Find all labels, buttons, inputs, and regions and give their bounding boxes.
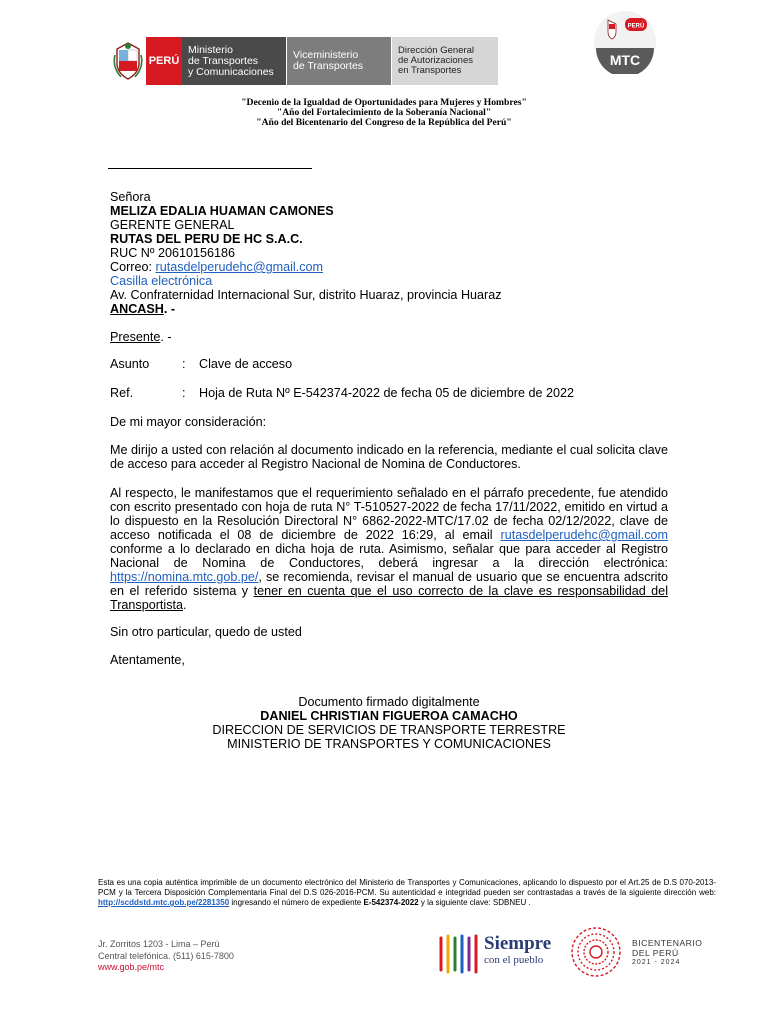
signature-note: Documento firmado digitalmente (298, 695, 480, 709)
p2-underlined-note: tener en cuenta que el uso correcto de la clave es responsabilidad del Transportista (110, 584, 668, 612)
ministry-line-1: Ministerio (188, 43, 233, 56)
bicentenario-text (632, 938, 702, 968)
document-number-rule (108, 168, 312, 169)
authenticity-note (98, 878, 716, 908)
recipient-region: ANCASH (110, 302, 164, 316)
decenio-block (0, 98, 768, 129)
recipient-name: MELIZA EDALIA HUAMAN CAMONES (110, 204, 334, 218)
ref-label: Ref. (110, 386, 134, 400)
asunto-value: Clave de acceso (199, 357, 293, 371)
footer-address: Jr. Zorritos 1203 - Lima – Perú (98, 939, 220, 949)
nomina-url-link[interactable]: https://nomina.mtc.gob.pe/ (110, 570, 259, 584)
bicentenario-years: 2021 - 2024 (632, 959, 681, 966)
casilla-electronica: Casilla electrónica (110, 274, 213, 288)
p2-part-e: . (183, 598, 187, 612)
closing: Sin otro particular, quedo de usted (110, 625, 302, 639)
peru-label: PERÚ (146, 37, 182, 85)
ministry-block (182, 37, 286, 85)
expediente-number: E-542374-2022 (363, 898, 419, 907)
bicentenario-rosette-icon (570, 926, 622, 978)
mtc-badge-peru: PERÚ (627, 23, 645, 30)
ref-row (110, 386, 668, 400)
p2-part-a: Al respecto, le manifestamos que el requerimiento señalado en el párrafo precedente, fue atendido con escrito presentado con hoja de ruta N° T-510527-2022 de fecha 17/11/2022, emitido en virtud a lo dispuesto en la Resolución Directoral N° 6862-2022-MTC/17.02 de fecha 02/12/2022, clave de acceso notificada el 08 de diciembre de 2022 16:29, al email (110, 486, 668, 542)
presente: Presente (110, 330, 161, 344)
mtc-badge-logo (592, 10, 658, 74)
salutation: Señora (110, 190, 151, 204)
peru-coat-of-arms-icon (110, 37, 146, 85)
paragraph-1: Me dirijo a usted con relación al documento indicado en la referencia, mediante el cual solicita clave de acceso para acceder al Registro Nacional de Nomina de Conductores. (110, 443, 668, 471)
siempre-word: Siempre (484, 933, 552, 954)
direction-line-1: Dirección General (398, 45, 475, 56)
direction-line-2: de Autorizaciones (398, 55, 473, 66)
regards: Atentamente, (110, 653, 185, 667)
recipient-ruc: RUC Nº 20610156186 (110, 246, 236, 260)
siempre-text (484, 934, 551, 966)
asunto-row (110, 357, 668, 371)
con-el-pueblo: con el pueblo (484, 954, 544, 966)
direction-block (391, 37, 498, 85)
recipient-region-row (110, 302, 668, 316)
p2-email-link[interactable]: rutasdelperudehc@gmail.com (500, 528, 668, 542)
note-part-a: Esta es una copia auténtica imprimible de un documento electrónico del Ministerio de Transportes y Comunicaciones, aplicando lo dispuesto por el Art.25 de D.S 070-2013-PCM y la Tercera Disposición Complementaria Final del D.S 026-2016-PCM. Su autenticidad e integridad pueden ser contrastadas a través de la siguiente dirección web: (98, 878, 716, 897)
email-label: Correo: (110, 260, 156, 274)
presente-suffix: . - (160, 330, 172, 344)
year-name-line: "Año del Fortalecimiento de la Soberanía Nacional" (276, 107, 492, 119)
mtc-badge-text: MTC (609, 52, 641, 68)
footer-phone: Central telefónica. (511) 615-7800 (98, 950, 234, 961)
footer-website-link[interactable]: www.gob.pe/mtc (98, 962, 165, 972)
p2-part-b: conforme a lo declarado en dicha hoja de ruta. Asimismo, señalar que para acceder al Registro Nacional de Nomina de Conductores, deberá ingresar a la dirección electrónica: (110, 542, 668, 570)
verification-url-link[interactable]: http://scddstd.mtc.gob.pe/2281350 (98, 898, 230, 907)
ref-colon: : (182, 386, 186, 400)
presente-row (110, 330, 668, 344)
recipient-company: RUTAS DEL PERU DE HC S.A.C. (110, 232, 303, 246)
signer-ministry: MINISTERIO DE TRANSPORTES Y COMUNICACIONES (227, 737, 551, 751)
signer-name: DANIEL CHRISTIAN FIGUEROA CAMACHO (260, 709, 518, 723)
direction-line-3: en Transportes (398, 65, 462, 76)
recipient-block (110, 190, 668, 316)
verification-key: SDBNEU (492, 898, 527, 907)
asunto-colon: : (182, 357, 186, 371)
bicentenario-word: BICENTENARIO (632, 938, 703, 948)
p2-part-c: , se recomienda, revisar el manual de usuario que se encuentra adscrito en el referido sistema y (110, 570, 668, 598)
ministry-line-2: de Transportes (188, 54, 259, 67)
ref-value: Hoja de Ruta Nº E-542374-2022 de fecha 05 de diciembre de 2022 (199, 386, 574, 400)
bicentenary-line: "Año del Bicentenario del Congreso de la República del Perú" (256, 117, 512, 129)
note-part-c: y la siguiente clave: (418, 898, 493, 907)
asunto-label: Asunto (110, 357, 150, 371)
paragraph-2 (110, 486, 668, 612)
region-suffix: . - (163, 302, 176, 316)
recipient-email-link[interactable]: rutasdelperudehc@gmail.com (155, 260, 323, 274)
note-part-d: . (526, 898, 531, 907)
ministry-line-3: y Comunicaciones (188, 65, 274, 78)
vice-line-1: Viceministerio (293, 49, 359, 61)
note-part-b: ingresando el número de expediente (229, 898, 364, 907)
decenio-line: "Decenio de la Igualdad de Oportunidades para Mujeres y Hombres" (241, 97, 527, 108)
viceministry-block (286, 37, 391, 85)
del-peru: DEL PERÚ (632, 948, 679, 958)
recipient-email-row (110, 260, 668, 274)
recipient-title: GERENTE GENERAL (110, 218, 235, 232)
signer-department: DIRECCION DE SERVICIOS DE TRANSPORTE TERRESTRE (212, 723, 566, 737)
recipient-address: Av. Confraternidad Internacional Sur, distrito Huaraz, provincia Huaraz (110, 288, 502, 302)
vice-line-2: de Transportes (293, 60, 364, 72)
signature-block (110, 695, 668, 751)
header-logo-strip (110, 37, 498, 85)
greeting: De mi mayor consideración: (110, 415, 267, 429)
footer-address-block (98, 939, 234, 974)
